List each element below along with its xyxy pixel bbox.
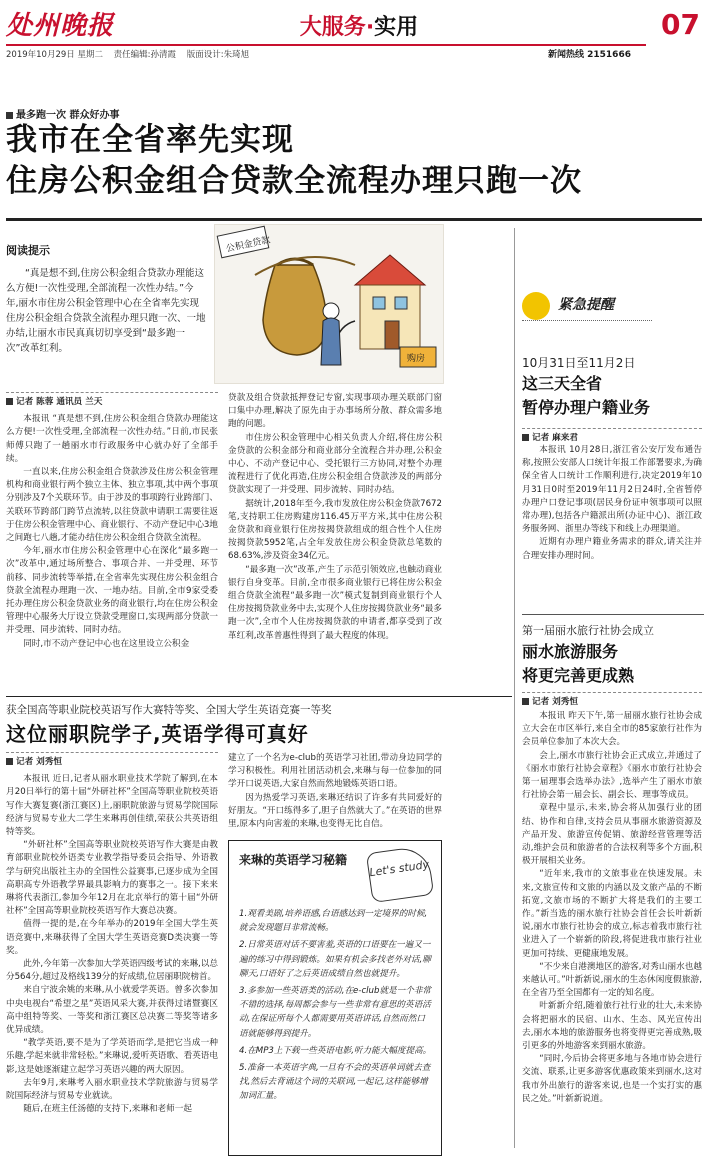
- paragraph: 同时,市不动产登记中心也在这里设立公积金: [23, 638, 190, 649]
- main-headline: [6, 120, 706, 202]
- buy-house-sign-icon: [400, 347, 436, 367]
- notice2-title-line-2: 将更完善更成熟: [522, 666, 635, 685]
- main-story-byline: [6, 392, 218, 409]
- buy-house-sign-text: 购房: [407, 354, 426, 364]
- notice1-title-line-2: 暂停办理户籍业务: [522, 398, 651, 417]
- bullet-square-icon: [6, 758, 13, 765]
- paragraph: 贷款及组合贷款抵押登记专窗,实现事项办理关联部门窗口集中办理,解决了原先由于办事场所分散、群众需多地跑的问题。: [228, 393, 442, 430]
- house-moneybag-illustration: [215, 225, 444, 384]
- section-title-b: 实用: [374, 14, 419, 40]
- study-tip: 4.在MP3上下载一些英语电影,听力能大幅度提高。: [239, 1045, 432, 1056]
- paragraph: 随后,在班主任汤德的支持下,来琳和老师一起: [23, 1104, 192, 1115]
- paragraph: “同时,今后协会将更多地与各地市协会进行交流、联系,让更多游客优惠政策来到丽水,这对我市外出旅行的游客来说,也是一个实打实的惠民之处。”叶新新说道。: [522, 1054, 702, 1104]
- story2-byline: [6, 752, 218, 769]
- paragraph: “外研社杯”全国高等职业院校英语写作大赛是由教育部职业院校外语类专业教学指导委员会指导、外语教学与研究出版社主办的全国性公益赛事,已逐步成为全国高职高专外语教学界最具影响力的赛事之一。接下来来琳将代表浙江,参加今年12月在北京举行的第十届“外研社杯”全国高等职业院校英语写作大赛总决赛。: [6, 840, 218, 917]
- main-story-column-1: [6, 392, 218, 688]
- reading-tip-label: 阅读提示: [6, 244, 50, 257]
- study-tip: 3.多参加一些英语类的活动,在e-club就是一个非常不错的选择,每周都会参与一些非常有意思的英语活动,在保证所每个人都需要用英语讲话,自然而然口语就能够得到提升。: [239, 986, 432, 1039]
- paragraph: “近年来,我市的文旅事业在快速发展。未来,文旅宣传和文旅的内涵以及文旅产品的不断拓宽,文旅市场的不断扩大将是我们的主要工作。”新当选的丽水旅行社协会首任会长叶新新说,丽水市旅行社协会的成立,标志着我市旅行社业进入了一个崭新的阶段,将促进我市旅行社业更加可持续、更健康地发展。: [522, 869, 702, 959]
- story2-column-2: [228, 752, 442, 834]
- alert-burst-icon: [522, 292, 550, 320]
- notice1-title: [522, 372, 702, 420]
- headline-rule: [6, 218, 702, 221]
- paragraph: 会上,丽水市旅行社协会正式成立,并通过了《丽水市旅行社协会章程》《丽水市旅行社协会第一届理事会选举办法》,选举产生了丽水市旅行社协会第一届会长、副会长、理事等成员。: [522, 750, 702, 801]
- notice1-byline: [522, 428, 702, 445]
- headline-line-1: 我市在全省率先实现: [6, 122, 294, 158]
- main-kicker: [6, 106, 119, 121]
- page-number: 07: [661, 8, 700, 41]
- study-tip: 1.观看美剧,培养语感,台语感达到一定境界的时候,就会发现题目非常流畅。: [239, 909, 428, 934]
- paragraph: 今年,丽水市住房公积金管理中心在深化“最多跑一次”改革中,通过场所整合、事项合并、一并受理、环节前移、同步流转等举措,在全省率先实现住房公积金组合贷款全流程办理跑一次、一地办结。目前,全市9家受委托办理住房公积金贷款业务的商业银行,均在住房公积金管理中心服务大厅设立贷款受理窗口,实现两部分贷款一并受理、同步流转、同时办结。: [6, 546, 218, 636]
- notice2-byline-text: 记者 刘秀恒: [532, 697, 578, 707]
- news-hotline: 新闻热线 2151666: [548, 50, 631, 60]
- paragraph: 本报讯 “真是想不到,住房公积金组合贷款办理能这么方便!一次性受理,全部流程一次性办结。”日前,市民张师傅只跑了一趟丽水市行政服务中心就办好了全部手续。: [6, 414, 218, 464]
- notice1-byline-text: 记者 麻来君: [532, 433, 578, 443]
- notice2-title: [522, 640, 702, 688]
- lets-study-sticker: Let's study: [366, 845, 434, 903]
- main-kicker-text: 最多跑一次 群众好办事: [16, 110, 120, 121]
- notice1-title-line-1: 这三天全省: [522, 374, 603, 393]
- paragraph: “不少来自港澳地区的游客,对秀山丽水也越来越认可。”叶新新说,丽水的生态休闲度假旅游,在全省乃至全国都有一定的知名度。: [522, 961, 702, 999]
- newspaper-logo: 处州晚报: [6, 11, 115, 41]
- urgent-alert-label: [522, 288, 642, 324]
- section-title-a: 大服务: [299, 15, 366, 40]
- section-title: [264, 10, 454, 44]
- notice2-body: [522, 710, 702, 1156]
- paragraph: 近期有办理户籍业务需求的群众,请关注并合理安排办理时间。: [522, 537, 702, 561]
- layout-designer: 版面设计:朱琦旭: [186, 50, 250, 60]
- story2-column-1: [6, 752, 218, 1156]
- loan-sign-icon: [217, 226, 271, 257]
- paragraph: 本报讯 近日,记者从丽水职业技术学院了解到,在本月20日举行的第十届“外研社杯”全国高等职业院校英语写作大赛复赛(浙江赛区)上,丽职院旅游与贸易学院国际经济与贸易专业大二学生来琳再创佳绩,荣获公共英语组特等奖。: [6, 774, 218, 838]
- study-tips-title: 来琳的英语学习秘籍: [239, 853, 348, 867]
- bullet-square-icon: [6, 398, 13, 405]
- paragraph: 一直以来,住房公积金组合贷款涉及住房公积金管理机构和商业银行两个独立主体、独立事项,其中两个事项分别涉及7个关联环节。由于涉及的事项跨行业跨部门、关联环节跨部门跨节点流转,以往贷款申请职工需要往返于住房公积金管理中心、商业银行、不动产登记中心3地之间跑七八趟,才能办结住房公积金组合贷款全流程。: [6, 467, 218, 544]
- urgent-alert-text: 紧急提醒: [558, 297, 614, 313]
- paragraph: “最多跑一次”改革,产生了示范引领效应,也触动商业银行自身变革。目前,全市很多商业银行已将住房公积金组合贷款全流程“最多跑一次”模式复制到商业银行个人住房按揭贷款业务中去,实现个人住房按揭贷款业务“最多跑一次”,全市个人住房按揭贷款的申请者,都享受到了改革红利,改革普惠性得到了最大程度的体现。: [228, 564, 442, 641]
- loan-illustration: [214, 224, 444, 384]
- issue-date: 2019年10月29日 星期二: [6, 50, 103, 60]
- paragraph: 本报讯 昨天下午,第一届丽水旅行社协会成立大会在市区举行,来自全市的85家旅行社作为会员单位参加了本次大会。: [522, 711, 702, 748]
- paragraph: 值得一提的是,在今年举办的2019年全国大学生英语竞赛中,来琳获得了全国大学生英语竞赛D类决赛一等奖。: [6, 919, 218, 956]
- dotted-rule: [522, 320, 652, 321]
- bullet-square-icon: [6, 112, 13, 119]
- story-divider: [6, 696, 512, 697]
- main-story-column-2: [228, 392, 442, 688]
- paragraph: 市住房公积金管理中心相关负责人介绍,将住房公积金贷款的公积金部分和商业部分全流程合并办理,公积金中心、不动产登记中心、受托银行三方协同,对整个办理流程进行了优化再造,住房公积金组合贷款涉及的两部分贷款实现了一并受理、同步流转、同时办结。: [228, 432, 442, 496]
- paragraph: 建立了一个名为e-club的英语学习社团,带动身边同学的学习积极性。利用社团活动机会,来琳与每一位参加的同学开口说英语,大家自然而然地锻炼英语口语。: [228, 753, 442, 790]
- reading-tip: [6, 242, 206, 388]
- headline-line-2: 住房公积金组合贷款全流程办理只跑一次: [6, 163, 582, 199]
- notice1-dates: 10月31日至11月2日: [522, 356, 636, 370]
- story2-kicker: 获全国高等职业院校英语写作大赛特等奖、全国大学生英语竞赛一等奖: [6, 704, 332, 716]
- paragraph: 本报讯 10月28日,浙江省公安厅发布通告称,按照公安部人口统计年报工作部署要求,为确保全省人口统计工作顺利进行,决定2019年10月31日0时至2019年11月2日24时,全省暂停办理户口登记事项(居民身份证申领事项可以照常办理),包括各户籍派出所(办证中心)、浙江政务服务网、浙里办等线下和线上办理渠道。: [522, 445, 702, 535]
- loan-sign-text: 公积金贷款: [225, 235, 272, 255]
- notice2-byline: [522, 692, 702, 709]
- paragraph: 来自宁波余姚的来琳,从小就爱学英语。曾多次参加中央电视台“希望之星”英语风采大赛,并获得过诸暨赛区高中组特等奖、一等奖和浙江赛区总决赛二等奖等诸多优异成绩。: [6, 985, 218, 1036]
- study-tips-box: [228, 840, 442, 1156]
- paragraph: 此外,今年第一次参加大学英语四级考试的来琳,以总分564分,超过及格线139分的好成绩,位居丽职院榜首。: [6, 959, 218, 983]
- study-tip: 5.准备一本英语字典,一旦有不会的英语单词就去查找,然后去背诵这个词的关联词,一起记,这样能够增加词汇量。: [239, 1063, 431, 1102]
- paragraph: “教学英语,要不是为了学英语而学,是把它当成一种乐趣,学起来就非常轻松。”来琳说,爱听英语歌、看英语电影,这是她逐渐建立起学习英语兴趣的两大原因。: [6, 1038, 218, 1075]
- notice2-kicker: 第一届丽水旅行社协会成立: [522, 624, 654, 637]
- masthead-rule: [6, 44, 646, 46]
- study-tips-list: [239, 907, 433, 1107]
- sidebar-divider: [522, 614, 704, 615]
- paragraph: 叶新新介绍,随着旅行社行业的壮大,未来协会将把丽水的民宿、山水、生态、风光宣传出去,丽水本地的旅游服务也将变得更完善成熟,吸引更多的外地游客来到丽水旅游。: [522, 1001, 702, 1052]
- main-story-byline-text: 记者 陈蓉 通讯员 兰天: [16, 397, 103, 407]
- notice1-body: [522, 444, 702, 588]
- story2-byline-text: 记者 刘秀恒: [16, 757, 62, 767]
- section-title-sep: ·: [365, 15, 375, 40]
- bullet-square-icon: [522, 698, 529, 705]
- responsible-editor: 责任编辑:孙清霞: [113, 50, 177, 60]
- bullet-square-icon: [522, 434, 529, 441]
- study-tip: 2.日常英语对话不要害羞,英语的口语要在一遍又一遍的练习中得到锻炼。如果有机会多找老外对话,聊聊天,口语好了之后英语成绩自然也就提升。: [239, 940, 431, 979]
- column-divider: [514, 228, 515, 1148]
- paragraph: 章程中显示,未来,协会将从加强行业的团结、协作和自律,支持会员从事丽水旅游资源及产品开发、旅游宣传促销、旅游经营管理等活动,维护会员和旅游者的合法权利等多个方面,积极开展相关业务。: [522, 803, 702, 867]
- notice2-title-line-1: 丽水旅游服务: [522, 642, 619, 661]
- story2-title: 这位丽职院学子,英语学得可真好: [6, 722, 309, 746]
- paragraph: 因为热爱学习英语,来琳还结识了许多有共同爱好的好朋友。“开口练得多了,胆子自然就大了。”在英语的世界里,原本内向害羞的来琳,也变得无比自信。: [228, 792, 442, 830]
- paragraph: 据统计,2018年至今,我市发放住房公积金贷款7672笔,支持职工住房购建房116.45万平方米,其中住房公积金贷款和商业银行住房按揭贷款组成的组合性个人住房按揭贷款5952笔,占全年发放住房公积金贷款总笔数的68.63%,涉及资金34亿元。: [228, 498, 442, 562]
- reading-tip-text: “真是想不到,住房公积金组合贷款办理能这么方便!一次性受理,全部流程一次性办结。”今年,丽水市住房公积金管理中心在全省率先实现住房公积金组合贷款全流程办理只跑一次、一地办结,让丽水市民真真切切享受到“最多跑一次”改革红利。: [6, 268, 206, 354]
- paragraph: 去年9月,来琳考入丽水职业技术学院旅游与贸易学院国际经济与贸易专业就读。: [6, 1077, 218, 1102]
